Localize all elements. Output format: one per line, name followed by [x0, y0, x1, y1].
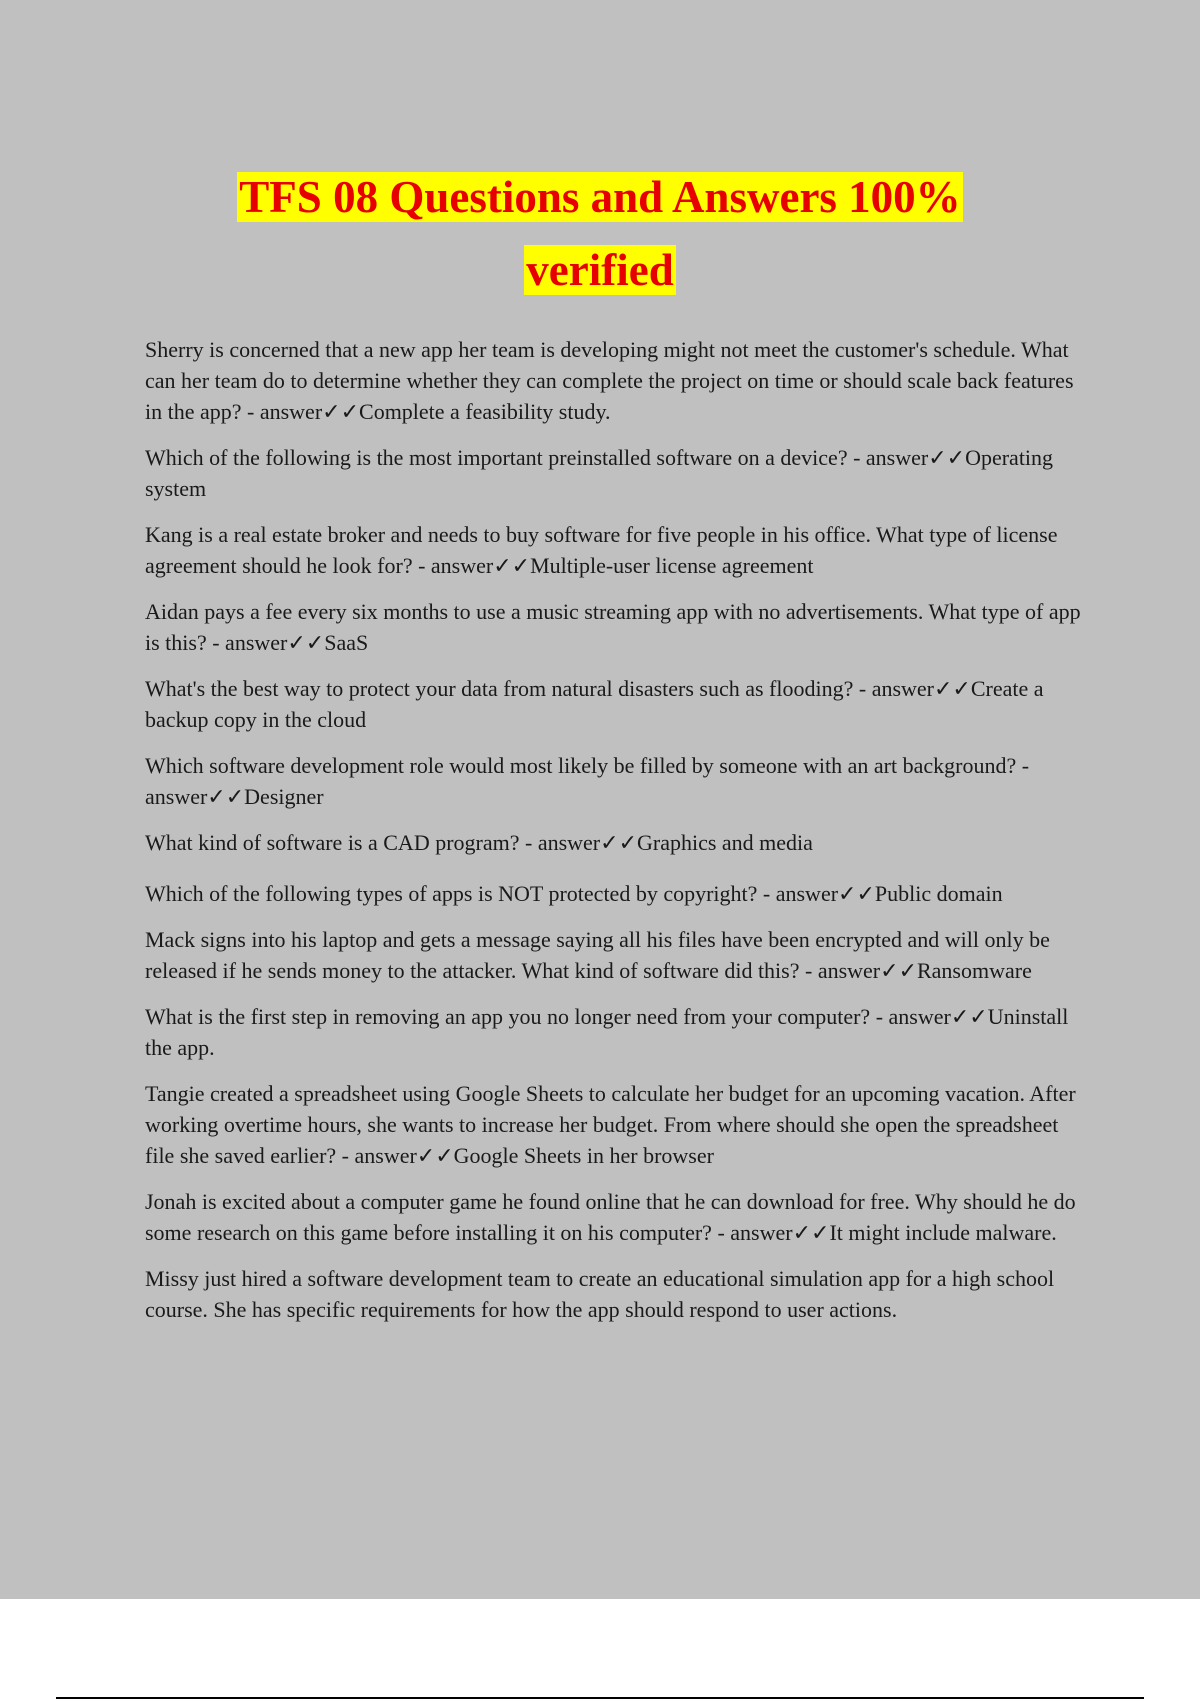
qa-item: What is the first step in removing an app you no longer need from your computer? - answer✓✓Uninstall the app.	[145, 1004, 1069, 1060]
page-title	[0, 166, 1200, 312]
qa-item: Sherry is concerned that a new app her team is developing might not meet the customer's schedule. What can her team do to determine whether they can complete the project on time or should scale back features in the app? - answer✓✓Complete a feasibility study.	[145, 337, 1074, 424]
qa-item: Kang is a real estate broker and needs to buy software for five people in his office. What type of license agreement should he look for? - answer✓✓Multiple-user license agreement	[145, 522, 1058, 578]
qa-item: Which of the following types of apps is NOT protected by copyright? - answer✓✓Public domain	[145, 881, 1003, 906]
qa-item: Tangie created a spreadsheet using Google Sheets to calculate her budget for an upcoming vacation. After working overtime hours, she wants to increase her budget. From where should she open the spreadsheet file she saved earlier? - answer✓✓Google Sheets in her browser	[145, 1081, 1076, 1168]
title-line-1: TFS 08 Questions and Answers 100%	[239, 172, 961, 222]
qa-item: Missy just hired a software development team to create an educational simulation app for a high school course. She has specific requirements for how the app should respond to user actions.	[145, 1266, 1055, 1322]
qa-item: Jonah is excited about a computer game he found online that he can download for free. Why should he do some research on this game before installing it on his computer? - answer✓✓It might include malware.	[145, 1189, 1076, 1245]
qa-list	[145, 334, 1090, 1340]
qa-item: Aidan pays a fee every six months to use a music streaming app with no advertisements. What type of app is this? - answer✓✓SaaS	[145, 599, 1081, 655]
footer-divider	[56, 1697, 1144, 1699]
qa-item: What kind of software is a CAD program? - answer✓✓Graphics and media	[145, 830, 813, 855]
qa-item: What's the best way to protect your data from natural disasters such as flooding? - answer✓✓Create a backup copy in the cloud	[145, 676, 1044, 732]
qa-item: Which software development role would most likely be filled by someone with an art background? - answer✓✓Designer	[145, 753, 1030, 809]
qa-item: Which of the following is the most important preinstalled software on a device? - answer✓✓Operating system	[145, 445, 1054, 501]
qa-item: Mack signs into his laptop and gets a message saying all his files have been encrypted and will only be released if he sends money to the attacker. What kind of software did this? - answer✓✓Ransomware	[145, 927, 1050, 983]
title-line-2: verified	[526, 245, 674, 295]
